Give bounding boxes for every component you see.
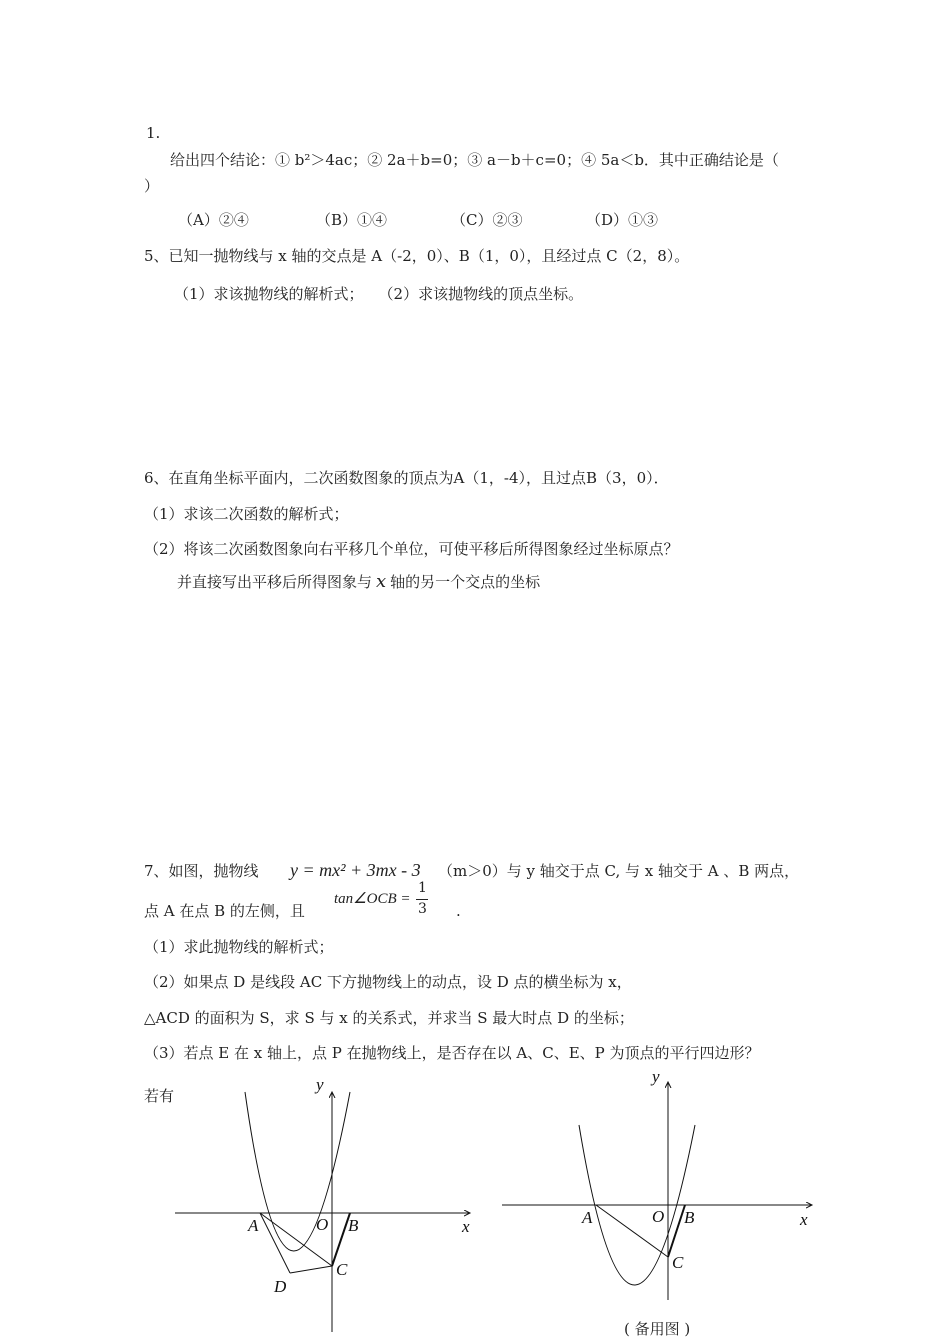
q7-tan-den: 3 xyxy=(418,901,427,917)
q7-formula: y = mx² + 3mx - 3 xyxy=(290,860,421,880)
fig1-segment-dc xyxy=(290,1266,332,1273)
q7-sub3b: 若有 xyxy=(144,1087,175,1105)
figure-2 xyxy=(500,1065,820,1330)
q7-stem-pre: 7、如图，抛物线 xyxy=(144,862,259,880)
fig1-segment-ad xyxy=(260,1213,290,1273)
fig1-parabola xyxy=(245,1092,350,1251)
q1-choice-c: （C）②③ xyxy=(451,211,523,229)
fig2-label-y: y xyxy=(652,1067,660,1086)
fig2-label-x: x xyxy=(800,1210,808,1229)
fig2-caption: ( 备用图 ) xyxy=(624,1320,691,1338)
q7-sub3: （3）若点 E 在 x 轴上，点 P 在抛物线上，是否存在以 A、C、E、P 为顶点的平行四边形？ xyxy=(144,1044,760,1062)
fig1-label-c: C xyxy=(336,1260,348,1279)
q5-sub: （1）求该抛物线的解析式； （2）求该抛物线的顶点坐标。 xyxy=(174,285,584,303)
q1-number: 1. xyxy=(146,124,161,142)
q7-sub2b: △ACD 的面积为 S，求 S 与 x 的关系式，并求当 S 最大时点 D 的坐标； xyxy=(144,1009,634,1027)
q6-sub3-var: x xyxy=(376,571,387,592)
q7-sub2: （2）如果点 D 是线段 AC 下方抛物线上的动点，设 D 点的横坐标为 x， xyxy=(144,973,632,991)
q7-tan-text: tan∠OCB = xyxy=(334,891,411,907)
q1-choice-b: （B）①④ xyxy=(316,211,388,229)
fig2-label-a: A xyxy=(582,1208,593,1227)
fig2-segment-cb xyxy=(668,1205,685,1257)
figure-1 xyxy=(170,1070,490,1335)
q6-stem: 6、在直角坐标平面内，二次函数图象的顶点为A（1，-4），且过点B（3，0）． xyxy=(144,469,669,487)
q7-sub1: （1）求此抛物线的解析式； xyxy=(144,938,334,956)
q1-choice-d: （D）①③ xyxy=(586,211,659,229)
fig1-label-o: O xyxy=(316,1215,329,1234)
fig1-label-y: y xyxy=(316,1075,324,1094)
q7-line2-post: . xyxy=(456,902,461,920)
q1-paren-close: ） xyxy=(144,177,160,195)
fig1-label-a: A xyxy=(248,1216,259,1235)
q5-stem: 5、已知一抛物线与 x 轴的交点是 A（-2，0）、B（1，0），且经过点 C（2，8）。 xyxy=(144,247,690,265)
fig1-label-x: x xyxy=(462,1217,470,1236)
fig1-label-b: B xyxy=(348,1216,359,1235)
q6-sub2: （2）将该二次函数图象向右平移几个单位，可使平移后所得图象经过坐标原点？ xyxy=(144,540,679,558)
q7-tan-num: 1 xyxy=(418,880,427,896)
q6-sub1: （1）求该二次函数的解析式； xyxy=(144,505,349,523)
fig2-label-o: O xyxy=(652,1207,665,1226)
q6-sub3-post: 轴的另一个交点的坐标 xyxy=(390,573,541,591)
q1-choice-a: （A）②④ xyxy=(178,211,249,229)
q6-sub3-pre: 并直接写出平移后所得图象与 xyxy=(177,573,373,591)
q6-sub3 xyxy=(177,572,540,592)
fig2-label-c: C xyxy=(672,1253,684,1272)
q7-line2-pre: 点 A 在点 B 的左侧，且 xyxy=(144,902,305,920)
fig1-label-d: D xyxy=(274,1277,287,1296)
q7-stem-post: （m＞0）与 y 轴交于点 C, 与 x 轴交于 A 、B 两点， xyxy=(438,862,800,880)
fig2-label-b: B xyxy=(684,1208,695,1227)
q1-statement: 给出四个结论：① b²＞4ac；② 2a＋b=0；③ a－b＋c=0；④ 5a＜b．其中正确结论是（ xyxy=(170,151,779,169)
